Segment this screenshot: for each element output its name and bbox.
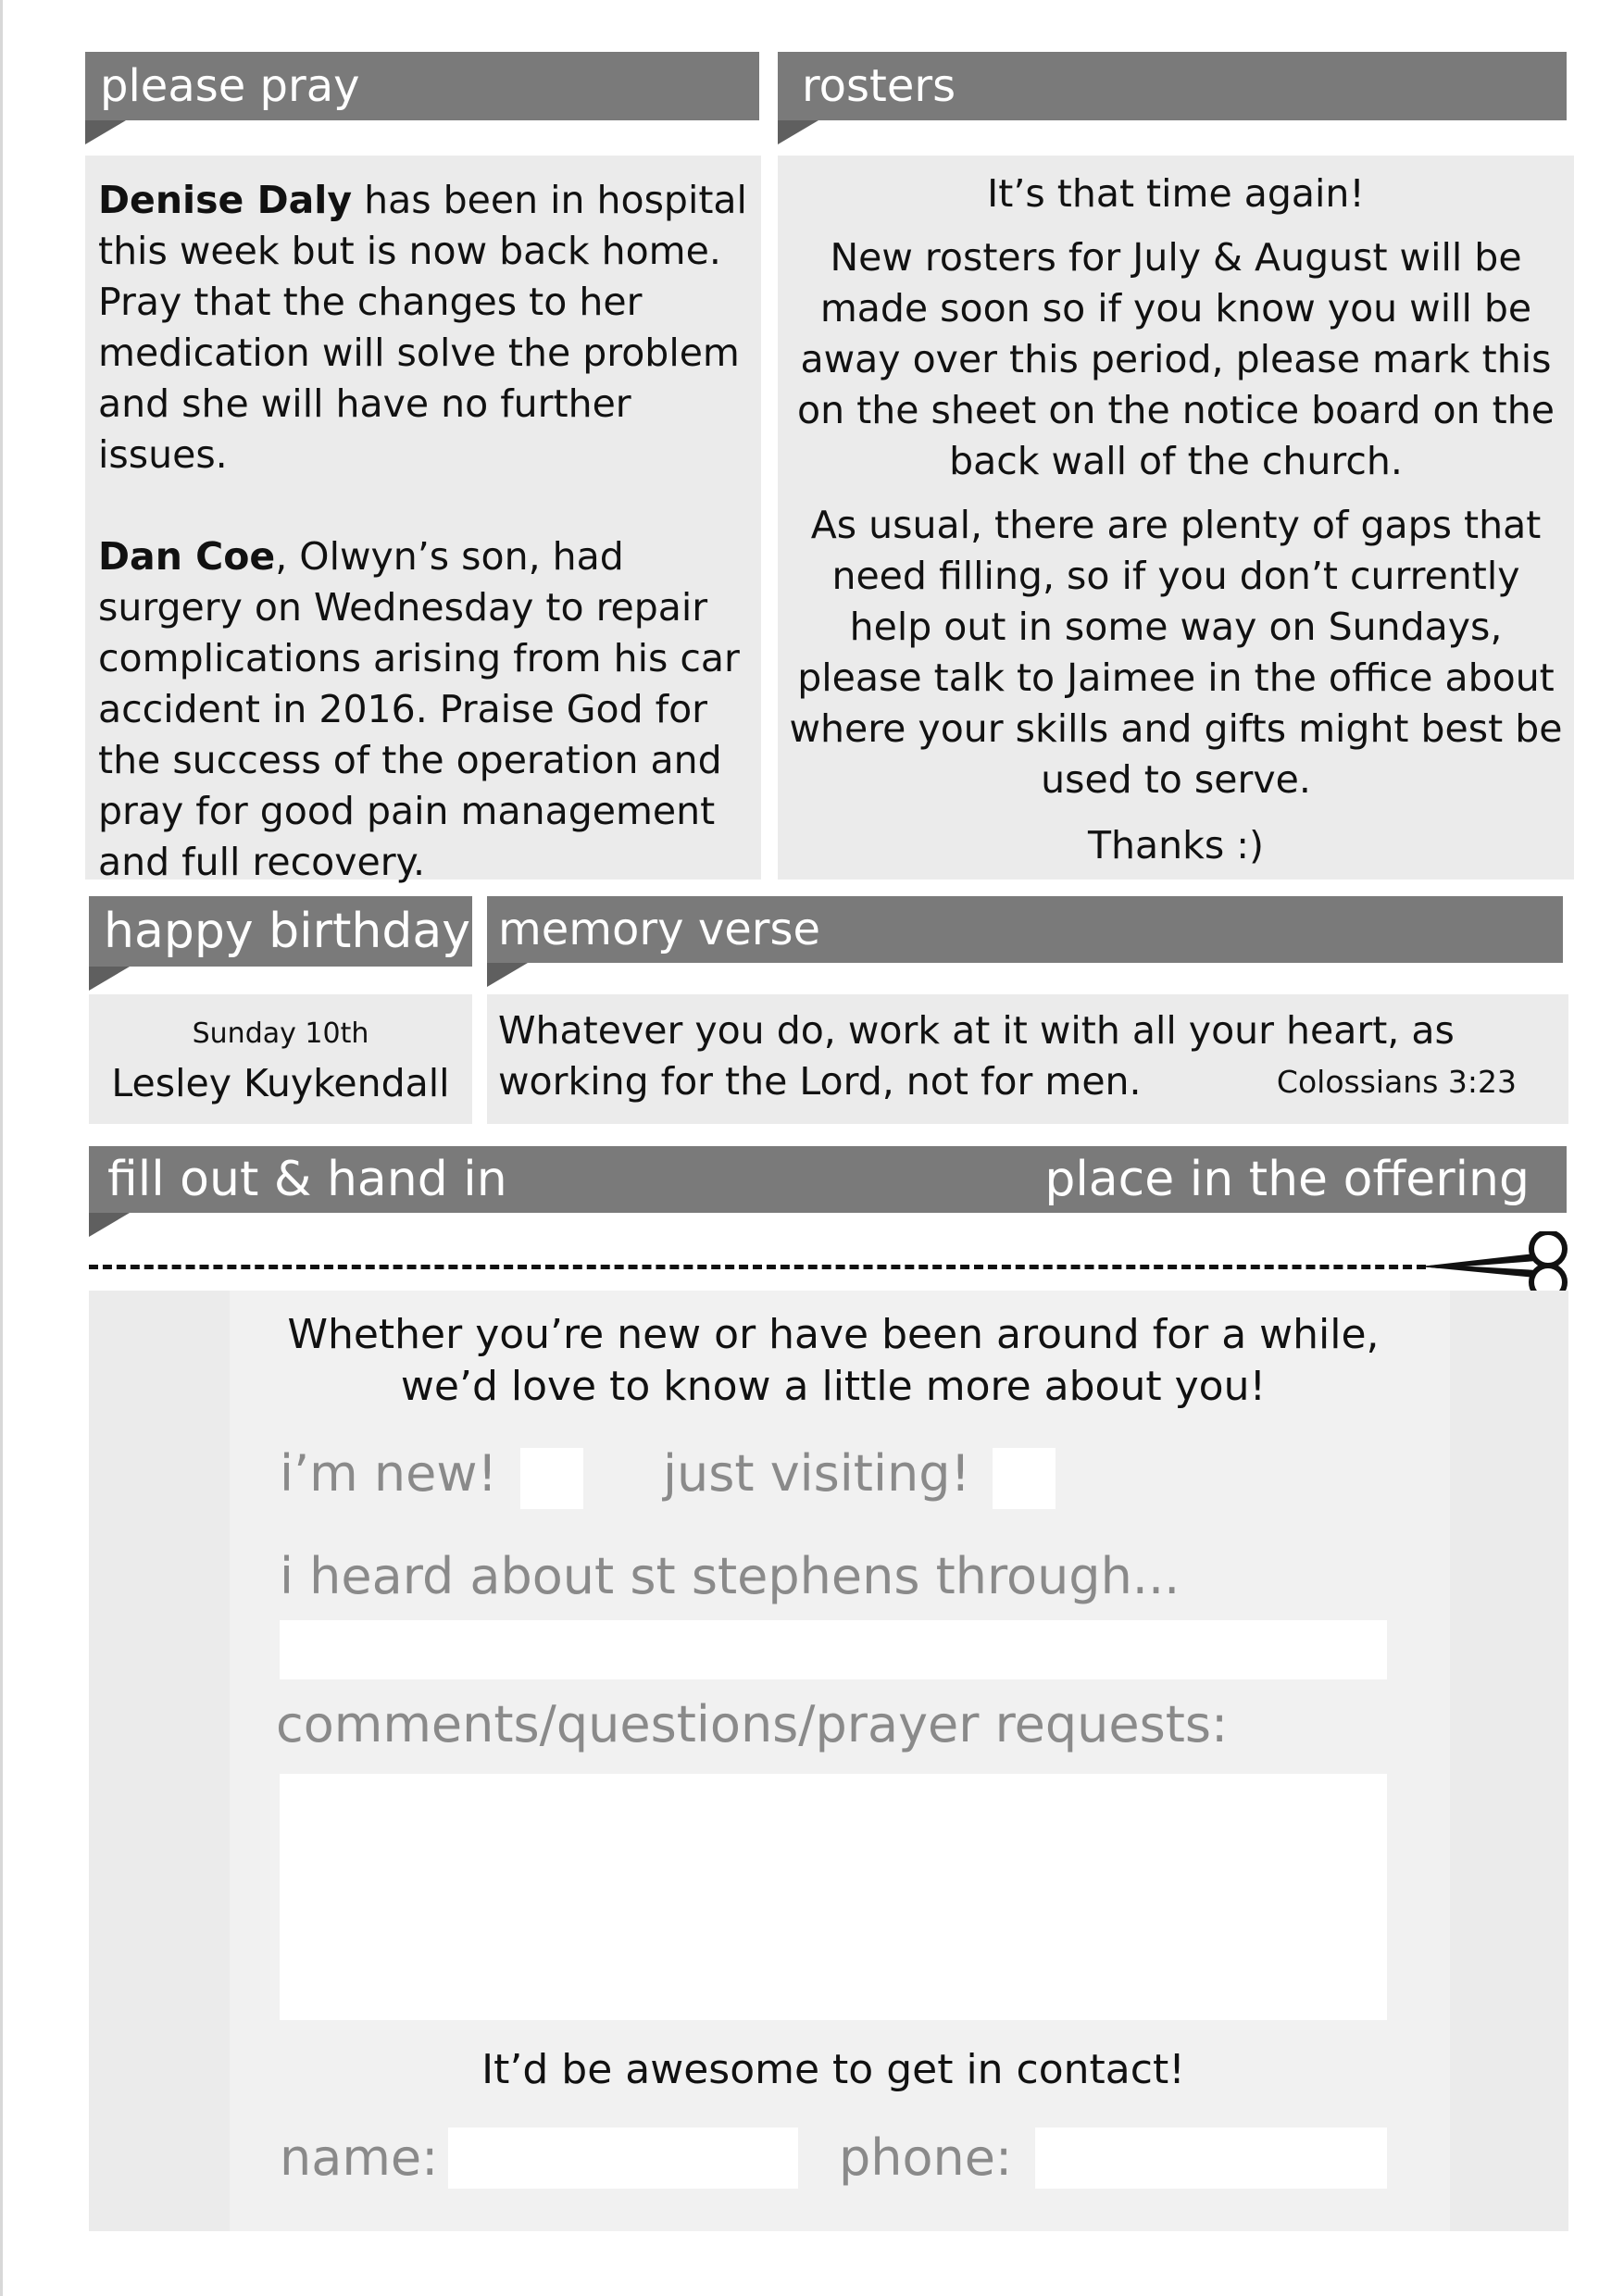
pray-item-denise <box>98 175 748 480</box>
verse-header <box>487 896 1563 963</box>
rosters-paragraph-1: New rosters for July & August will be made soon so if you know you will be away over this period, please mark this on the sheet on the notice board on the back wall of the church. <box>797 235 1555 483</box>
heard-about-field[interactable] <box>280 1620 1387 1679</box>
birthday-panel <box>89 994 472 1124</box>
visiting-label: just visiting! <box>663 1444 971 1503</box>
cut-line <box>89 1265 1426 1269</box>
phone-field[interactable] <box>1035 2128 1387 2189</box>
pray-item-name: Denise Daly <box>98 178 353 222</box>
contact-text: It’d be awesome to get in contact! <box>481 2046 1185 2093</box>
birthday-date: Sunday 10th <box>192 1017 369 1050</box>
birthday-header <box>89 896 472 967</box>
rosters-thanks: Thanks :) <box>1087 823 1265 867</box>
pray-item-text: has been in hospital this week but is now back home. Pray that the changes to her medication will solve the problem and she will have no further issues. <box>98 178 747 477</box>
form-header-tab <box>89 1213 130 1237</box>
rosters-paragraph-2: As usual, there are plenty of gaps that need filling, so if you don’t currently help out in some way on Sundays, please talk to Jaimee in the office about where your skills and gifts might best be used to serve. <box>789 503 1563 802</box>
form-header <box>89 1146 1567 1213</box>
rosters-panel <box>778 156 1574 880</box>
rosters-header-title: rosters <box>802 60 956 112</box>
new-checkbox[interactable] <box>520 1448 583 1509</box>
verse-reference: Colossians 3:23 <box>1276 1064 1517 1100</box>
name-field[interactable] <box>448 2128 798 2189</box>
rosters-header-tab <box>778 120 818 144</box>
heard-about-label: i heard about st stephens through... <box>280 1547 1181 1605</box>
form-intro: Whether you’re new or have been around for a while, we’d love to know a little more about you! <box>287 1311 1380 1410</box>
new-label: i’m new! <box>280 1444 498 1503</box>
rosters-intro: It’s that time again! <box>987 171 1365 216</box>
name-label: name: <box>280 2128 439 2187</box>
visiting-checkbox[interactable] <box>993 1448 1056 1509</box>
pray-header-tab <box>85 120 126 144</box>
comments-label: comments/questions/prayer requests: <box>276 1695 1229 1753</box>
birthday-name: Lesley Kuykendall <box>111 1061 450 1105</box>
comments-field[interactable] <box>280 1774 1387 2020</box>
pray-item-name: Dan Coe <box>98 534 276 579</box>
verse-header-title: memory verse <box>498 904 821 955</box>
page-edge-line <box>0 0 3 2296</box>
form-header-left: fill out & hand in <box>107 1152 507 1207</box>
pray-header <box>85 52 759 120</box>
phone-label: phone: <box>839 2128 1013 2187</box>
verse-panel <box>487 994 1568 1124</box>
pray-item-dan <box>98 531 748 888</box>
scissors-icon <box>1420 1231 1570 1300</box>
rosters-header <box>778 52 1567 120</box>
verse-header-tab <box>487 963 528 987</box>
verse-text: Whatever you do, work at it with all your heart, as working for the Lord, not for men. <box>498 1008 1455 1104</box>
pray-header-title: please pray <box>100 60 360 112</box>
pray-panel <box>85 156 761 884</box>
birthday-header-title: happy birthday <box>104 904 470 959</box>
form-header-right: place in the offering <box>1044 1152 1530 1207</box>
birthday-header-tab <box>89 967 130 991</box>
pray-item-text: , Olwyn’s son, had surgery on Wednesday to repair complications arising from his car accident in 2016. Praise God for the success of the operation and pray for good pain management and full recovery. <box>98 534 740 884</box>
